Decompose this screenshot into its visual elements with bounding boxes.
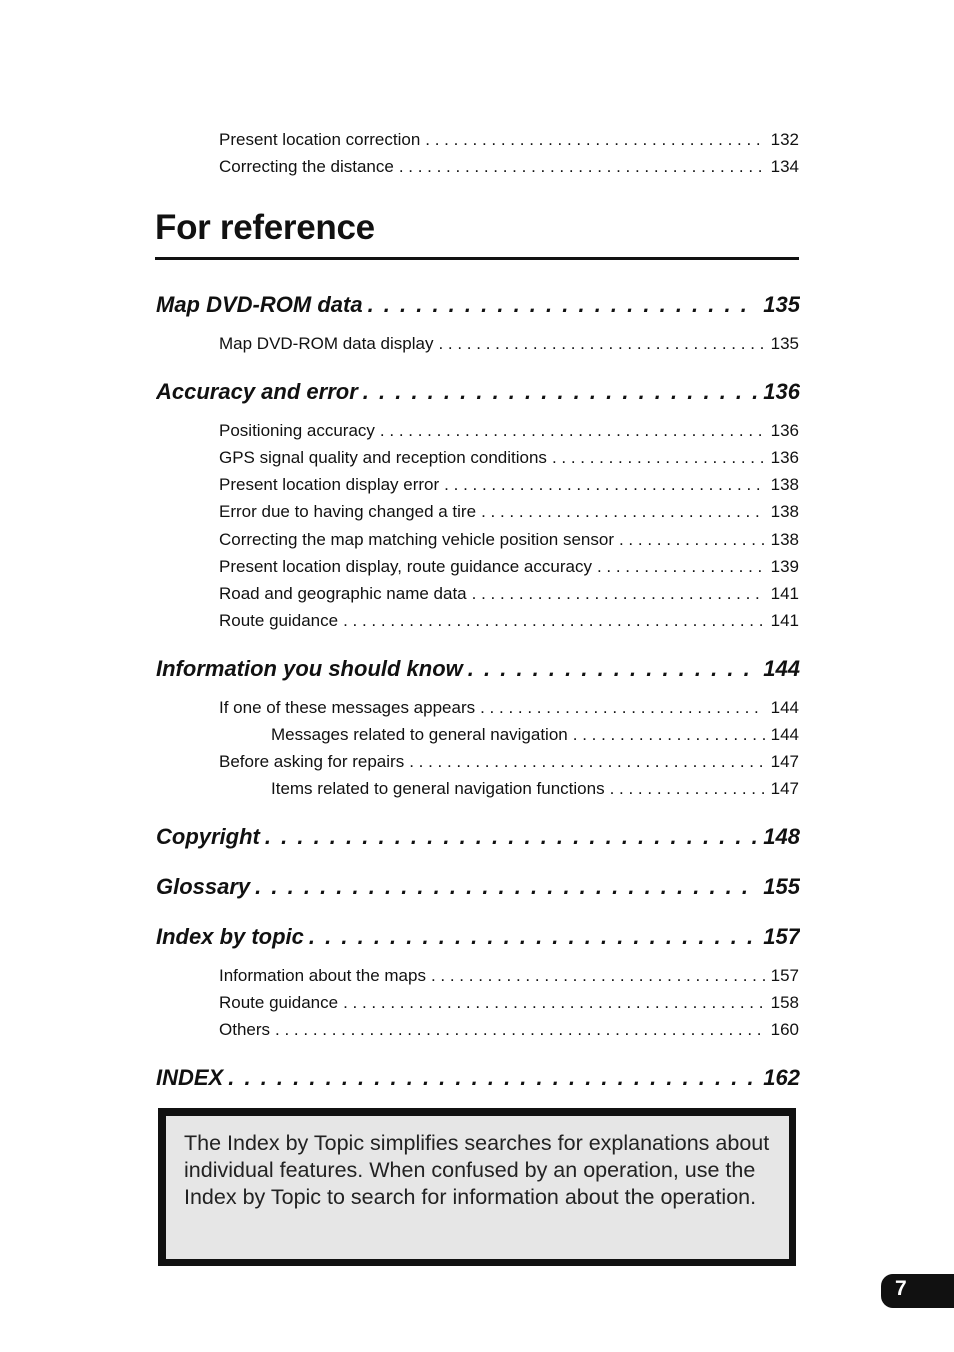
toc-entry[interactable] bbox=[219, 966, 799, 986]
toc-entry-page: 138 bbox=[770, 475, 799, 494]
leader-dots bbox=[255, 874, 757, 900]
toc-entry[interactable] bbox=[219, 157, 799, 177]
toc-entry-label: Map DVD-ROM data display bbox=[219, 334, 434, 353]
toc-entry-label: Correcting the distance bbox=[219, 157, 394, 176]
leader-dots bbox=[265, 824, 757, 850]
toc-entry[interactable] bbox=[219, 1020, 799, 1040]
toc-chapter-entry[interactable] bbox=[156, 824, 800, 850]
note-text: The Index by Topic simplifies searches for explanations about individual features. When confused by an operation, use the Index by Topic to search for information about the operation. bbox=[184, 1131, 770, 1209]
toc-entry[interactable] bbox=[219, 993, 799, 1013]
toc-entry-page: 138 bbox=[770, 502, 799, 521]
leader-dots bbox=[228, 1065, 757, 1091]
toc-chapter-title: Accuracy and error bbox=[156, 379, 358, 404]
toc-chapter-title: Map DVD-ROM data bbox=[156, 292, 363, 317]
toc-entry[interactable] bbox=[219, 611, 799, 631]
toc-chapter-entry[interactable] bbox=[156, 656, 800, 682]
toc-entry[interactable] bbox=[219, 502, 799, 522]
toc-entry-label: Present location display, route guidance accuracy bbox=[219, 557, 592, 576]
toc-chapter-title: Copyright bbox=[156, 824, 260, 849]
toc-entry-page: 158 bbox=[770, 993, 799, 1012]
toc-chapter-entry[interactable] bbox=[156, 1065, 800, 1091]
toc-entry-page: 134 bbox=[770, 157, 799, 176]
toc-entry-page: 141 bbox=[770, 611, 799, 630]
section-title: For reference bbox=[155, 208, 375, 247]
leader-dots bbox=[481, 502, 765, 522]
section-divider bbox=[155, 257, 799, 260]
toc-chapter-page: 148 bbox=[763, 824, 800, 849]
leader-dots bbox=[399, 157, 765, 177]
toc-chapter-page: 155 bbox=[763, 874, 800, 899]
toc-entry[interactable] bbox=[219, 752, 799, 772]
leader-dots bbox=[438, 334, 764, 354]
page-number: 7 bbox=[895, 1277, 907, 1300]
toc-chapter-page: 135 bbox=[763, 292, 800, 317]
toc-entry-label: Items related to general navigation functions bbox=[271, 779, 605, 798]
toc-chapter-page: 136 bbox=[763, 379, 800, 404]
leader-dots bbox=[480, 698, 765, 718]
toc-entry-label: Information about the maps bbox=[219, 966, 426, 985]
toc-entry-page: 144 bbox=[770, 698, 799, 717]
toc-chapter-title: Index by topic bbox=[156, 924, 304, 949]
leader-dots bbox=[343, 993, 765, 1013]
toc-chapter-entry[interactable] bbox=[156, 379, 800, 405]
toc-chapter-page: 144 bbox=[763, 656, 800, 681]
toc-entry-page: 132 bbox=[770, 130, 799, 149]
toc-entry-page: 157 bbox=[770, 966, 799, 985]
leader-dots bbox=[619, 530, 765, 550]
toc-chapter-title: Glossary bbox=[156, 874, 251, 899]
toc-entry-page: 139 bbox=[770, 557, 799, 576]
toc-entry-page: 141 bbox=[770, 584, 799, 603]
toc-chapter-page: 157 bbox=[763, 924, 800, 949]
toc-entry-label: Present location display error bbox=[219, 475, 440, 494]
toc-entry-page: 135 bbox=[770, 334, 799, 353]
toc-entry-label: Others bbox=[219, 1020, 271, 1039]
toc-entry[interactable] bbox=[219, 557, 799, 577]
toc-entry-page: 136 bbox=[770, 421, 799, 440]
toc-entry-label: Before asking for repairs bbox=[219, 752, 405, 771]
leader-dots bbox=[380, 421, 765, 441]
leader-dots bbox=[425, 130, 764, 150]
leader-dots bbox=[444, 475, 764, 495]
leader-dots bbox=[368, 292, 758, 318]
toc-subentry[interactable] bbox=[271, 725, 799, 745]
toc-entry-label: Road and geographic name data bbox=[219, 584, 467, 603]
toc-entry[interactable] bbox=[219, 448, 799, 468]
toc-entry-page: 136 bbox=[770, 448, 799, 467]
toc-entry-label: Present location correction bbox=[219, 130, 421, 149]
toc-entry-page: 147 bbox=[770, 752, 799, 771]
toc-chapter-title: Information you should know bbox=[156, 656, 463, 681]
toc-chapter-entry[interactable] bbox=[156, 874, 800, 900]
toc-entry-label: Correcting the map matching vehicle position sensor bbox=[219, 530, 614, 549]
leader-dots bbox=[552, 448, 765, 468]
leader-dots bbox=[573, 725, 765, 745]
leader-dots bbox=[409, 752, 764, 772]
toc-entry[interactable] bbox=[219, 530, 799, 550]
toc-chapter-entry[interactable] bbox=[156, 292, 800, 318]
leader-dots bbox=[610, 779, 765, 799]
leader-dots bbox=[343, 611, 765, 631]
toc-entry[interactable] bbox=[219, 698, 799, 718]
page-number-tab bbox=[881, 1274, 954, 1308]
toc-chapter-title: INDEX bbox=[156, 1065, 224, 1090]
toc-entry-label: If one of these messages appears bbox=[219, 698, 476, 717]
leader-dots bbox=[472, 584, 765, 604]
leader-dots bbox=[275, 1020, 765, 1040]
toc-entry[interactable] bbox=[219, 584, 799, 604]
toc-chapter-entry[interactable] bbox=[156, 924, 800, 950]
toc-entry-page: 147 bbox=[770, 779, 799, 798]
leader-dots bbox=[363, 379, 758, 405]
leader-dots bbox=[309, 924, 757, 950]
leader-dots bbox=[431, 966, 765, 986]
toc-entry-page: 138 bbox=[770, 530, 799, 549]
toc-chapter-page: 162 bbox=[763, 1065, 800, 1090]
toc-entry[interactable] bbox=[219, 130, 799, 150]
toc-entry-page: 144 bbox=[770, 725, 799, 744]
toc-entry-label: GPS signal quality and reception conditions bbox=[219, 448, 547, 467]
toc-entry-label: Error due to having changed a tire bbox=[219, 502, 477, 521]
toc-entry-label: Messages related to general navigation bbox=[271, 725, 568, 744]
toc-entry-label: Route guidance bbox=[219, 611, 339, 630]
leader-dots bbox=[597, 557, 765, 577]
toc-entry-label: Positioning accuracy bbox=[219, 421, 375, 440]
toc-entry-page: 160 bbox=[770, 1020, 799, 1039]
leader-dots bbox=[468, 656, 758, 682]
note-box bbox=[158, 1108, 796, 1266]
toc-entry[interactable] bbox=[219, 334, 799, 354]
toc-subentry[interactable] bbox=[271, 779, 799, 799]
toc-entry[interactable] bbox=[219, 475, 799, 495]
toc-entry[interactable] bbox=[219, 421, 799, 441]
toc-entry-label: Route guidance bbox=[219, 993, 339, 1012]
